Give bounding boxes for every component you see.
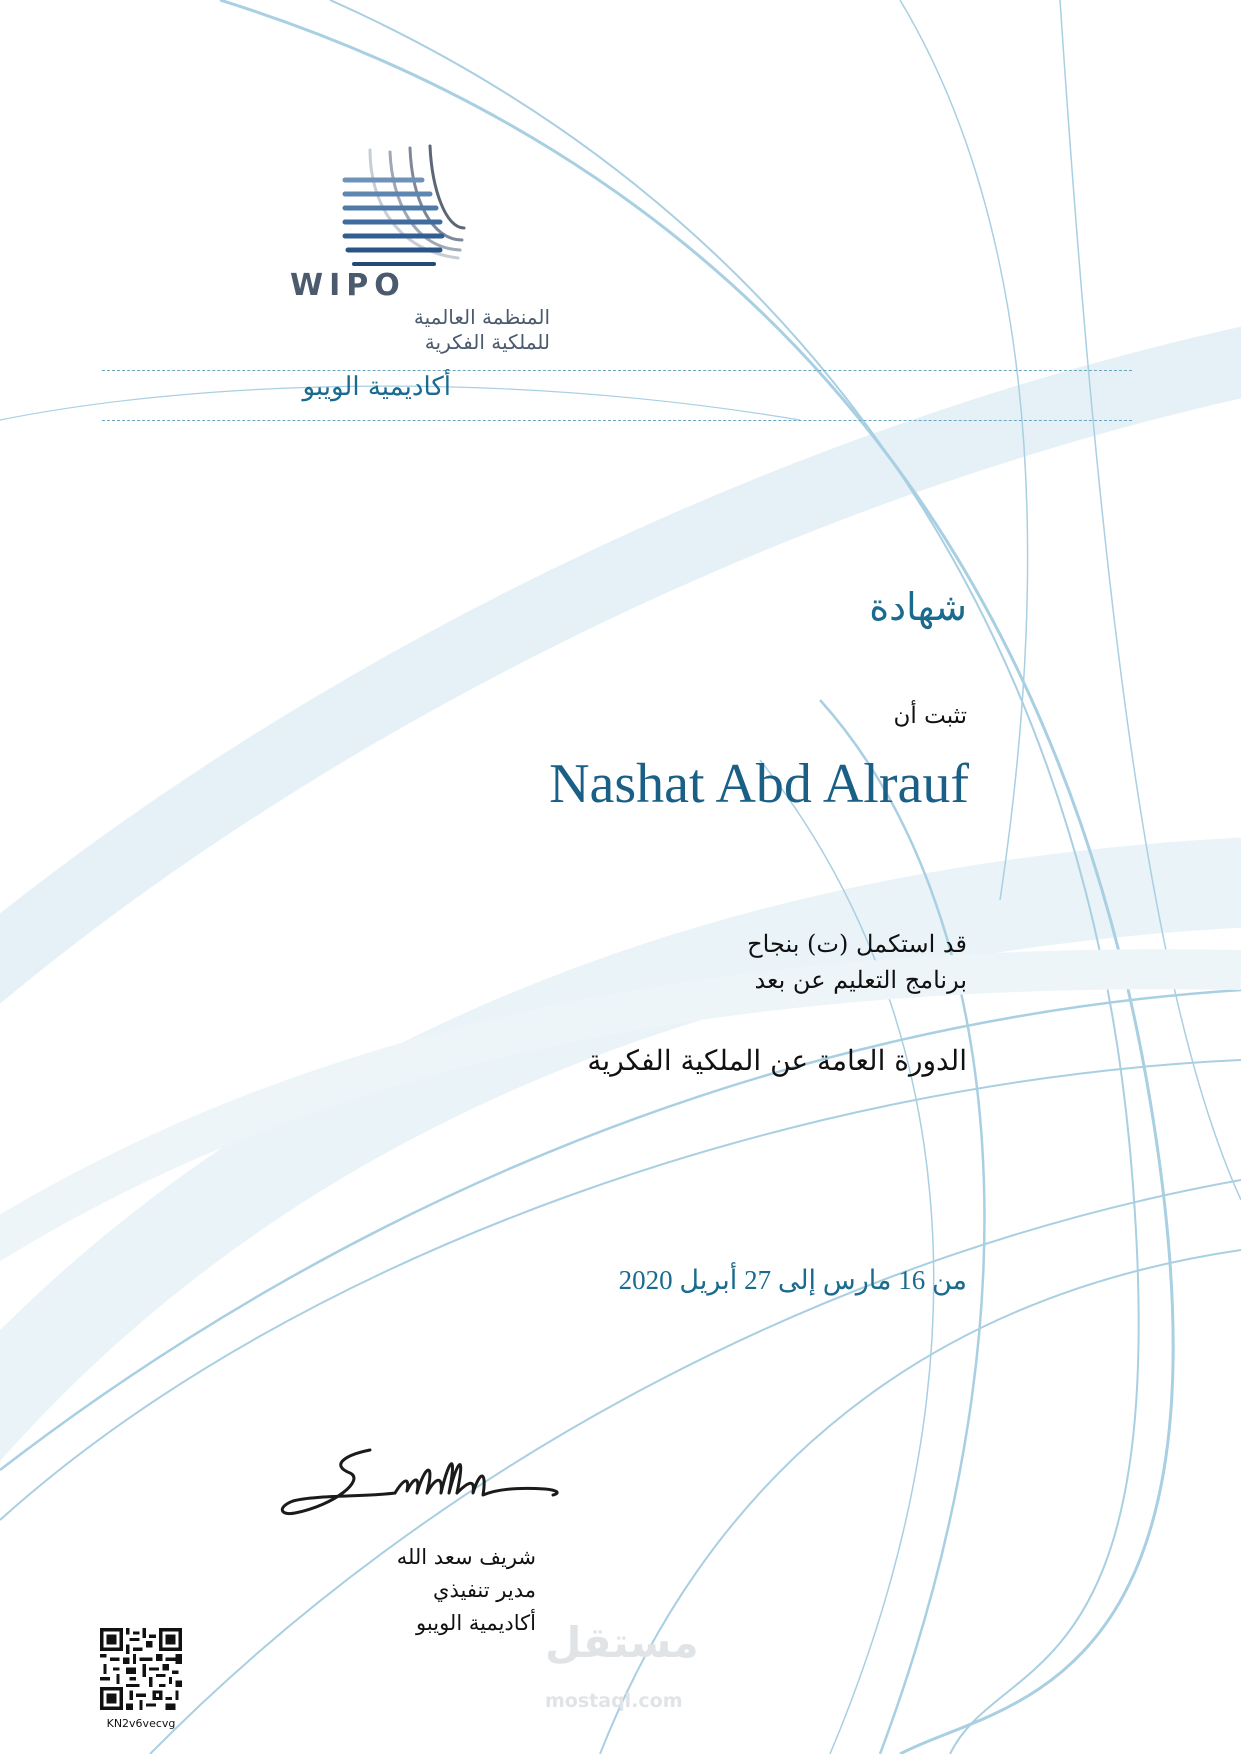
completed-line: قد استكمل (ت) بنجاح bbox=[747, 930, 967, 958]
watermark-domain: mostaql.com bbox=[545, 1690, 683, 1712]
academy-header: أكاديمية الويبو bbox=[302, 372, 451, 402]
course-title: الدورة العامة عن الملكية الفكرية bbox=[587, 1044, 967, 1077]
certifies-that: تثبت أن bbox=[893, 703, 967, 729]
signature-image bbox=[275, 1435, 565, 1525]
bottom-divider bbox=[102, 420, 1132, 421]
certificate-title: شهادة bbox=[869, 585, 967, 629]
program-line: برنامج التعليم عن بعد bbox=[754, 966, 967, 994]
wipo-arabic-name-line1: المنظمة العالمية bbox=[413, 305, 550, 329]
signatory-organization: أكاديمية الويبو bbox=[416, 1611, 536, 1635]
wipo-logo bbox=[290, 140, 550, 354]
wipo-acronym: WIPO bbox=[290, 268, 406, 303]
top-divider bbox=[102, 370, 1132, 371]
verification-code: KN2v6vecvg bbox=[106, 1717, 176, 1730]
signatory-role: مدير تنفيذي bbox=[433, 1578, 536, 1602]
recipient-name: Nashat Abd Alrauf bbox=[549, 753, 969, 815]
watermark-arabic: مستقل bbox=[545, 1618, 699, 1667]
wipo-arabic-name-line2: للملكية الفكرية bbox=[424, 330, 550, 354]
wipo-globe-icon bbox=[340, 140, 470, 270]
qr-code-icon[interactable] bbox=[100, 1628, 182, 1710]
signatory-name: شريف سعد الله bbox=[396, 1545, 536, 1569]
course-dates: من 16 مارس إلى 27 أبريل 2020 bbox=[618, 1265, 967, 1295]
